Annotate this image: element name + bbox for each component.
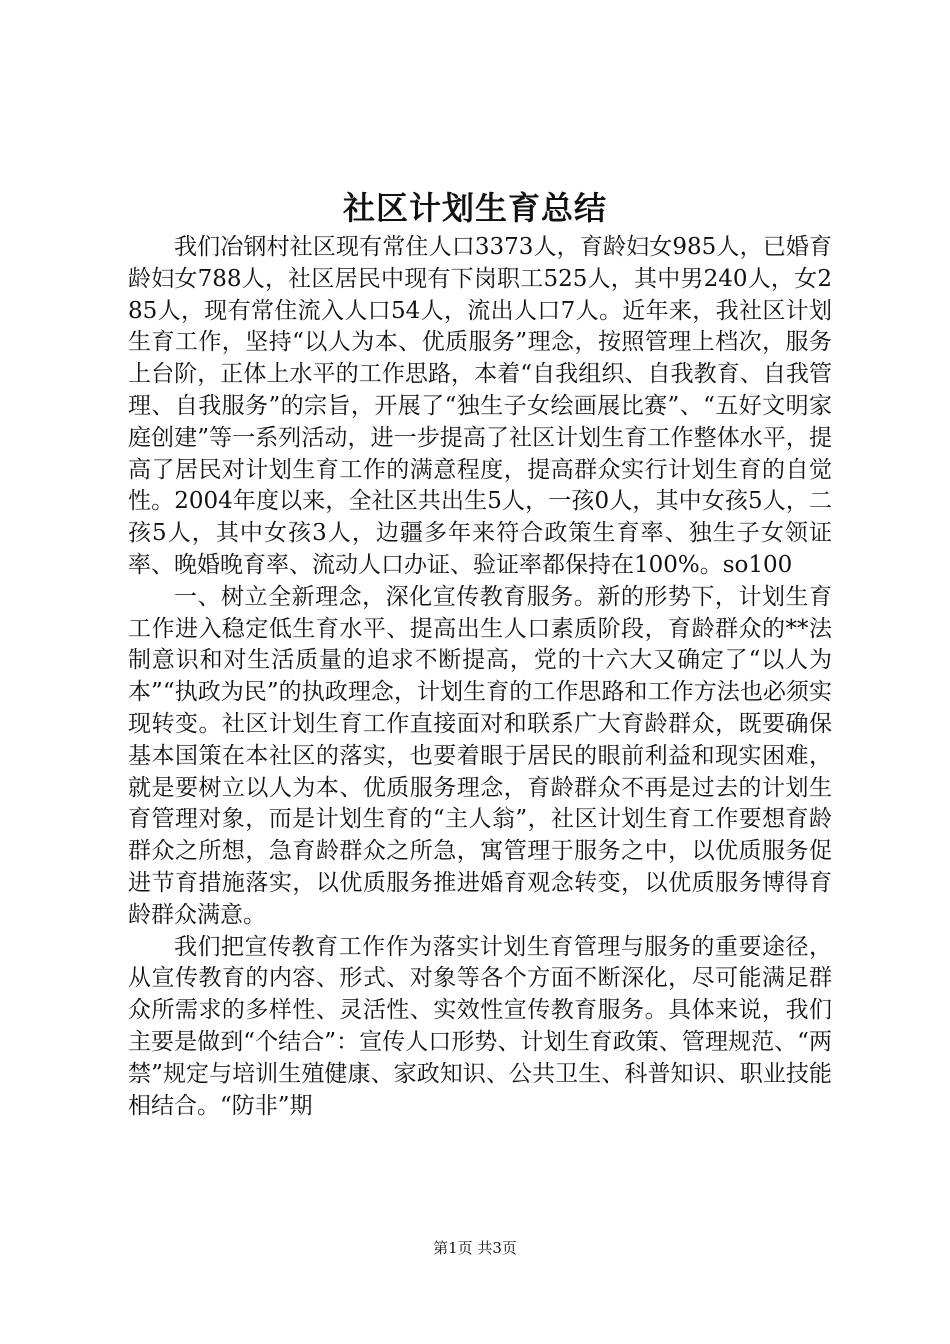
page-footer: 第1页 共3页 (433, 1239, 517, 1257)
paragraph-section-one: 一、树立全新理念，深化宣传教育服务。新的形势下，计划生育工作进入稳定低生育水平、提高出生人口素质阶段，育龄群众的**法制意识和对生活质量的追求不断提高，党的十六大又确定了“以人为本”“执政为民”的执政理念，计划生育的工作思路和工作方法也必须实现转变。社区计划生育工作直接面对和联系广大育龄群众，既要确保基本国策在本社区的落实，也要着眼于居民的眼前利益和现实困难，就是要树立以人为本、优质服务理念，育龄群众不再是过去的计划生育管理对象，而是计划生育的“主人翁”，社区计划生育工作要想育龄群众之所想，急育龄群众之所急，寓管理于服务之中，以优质服务促进节育措施落实，以优质服务推进婚育观念转变，以优质服务博得育龄群众满意。 (128, 583, 832, 928)
paragraph-intro: 我们冶钢村社区现有常住人口3373人，育龄妇女985人，已婚育龄妇女788人，社区居民中现有下岗职工525人，其中男240人，女285人，现有常住流入人口54人，流出人口7人。近年来，我社区计划生育工作，坚持“以人为本、优质服务”理念，按照管理上档次，服务上台阶，正体上水平的工作思路，本着“自我组织、自我教育、自我管理、自我服务”的宗旨，开展了“独生子女绘画展比赛”、“五好文明家庭创建”等一系列活动，进一步提高了社区计划生育工作整体水平，提高了居民对计划生育工作的满意程度，提高群众实行计划生育的自觉性。2004年度以来，全社区共出生5人，一孩0人，其中女孩5人，二孩5人，其中女孩3人，边疆多年来符合政策生育率、独生子女领证率、晚婚晚育率、流动人口办证、验证率都保持在100%。so100 (128, 234, 832, 578)
document-body (128, 232, 832, 1122)
document-title: 社区计划生育总结 (342, 189, 607, 227)
paragraph-publicity: 我们把宣传教育工作作为落实计划生育管理与服务的重要途径，从宣传教育的内容、形式、对象等各个方面不断深化，尽可能满足群众所需求的多样性、灵活性、实效性宣传教育服务。具体来说，我们主要是做到“个结合”：宣传人口形势、计划生育政策、管理规范、“两禁”规定与培训生殖健康、家政知识、公共卫生、科普知识、职业技能相结合。“防非”期 (128, 933, 832, 1119)
